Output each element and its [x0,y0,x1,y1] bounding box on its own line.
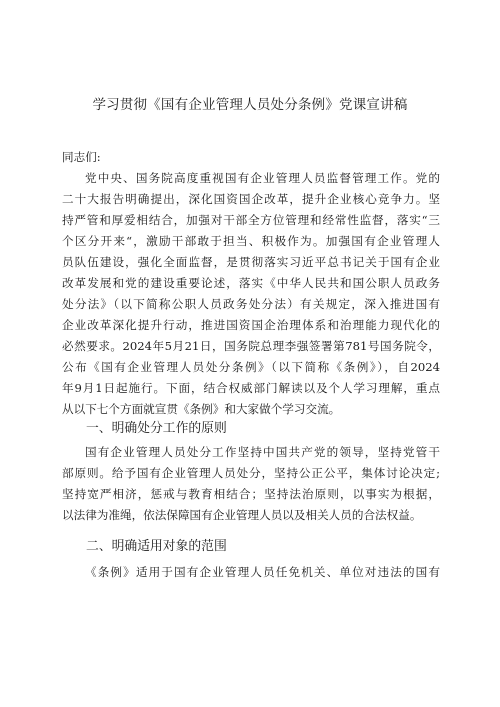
document-title: 学习贯彻《国有企业管理人员处分条例》党课宣讲稿 [92,97,408,113]
paragraph-line: 党中央、国务院高度重视国有企业管理人员监督管理工作。党的 [85,171,440,185]
paragraph-line: 企业改革深化提升行动，推进国资国企治理体系和治理能力现代化的 [62,318,440,332]
paragraph-line: 二十大报告明确提出，深化国资国企改革，提升企业核心竞争力。坚 [62,192,440,206]
paragraph-line: 国有企业管理人员处分工作坚持中国共产党的领导，坚持党管干 [85,445,440,459]
paragraph-line: 公布《国有企业管理人员处分条例》（以下简称《条例》），自2024 [62,360,440,374]
section-heading-2: 二、明确适用对象的范围 [86,539,227,554]
paragraph-line: 坚持宽严相济，惩戒与教育相结合；坚持法治原则，以事实为根据， [62,487,440,501]
paragraph-line: 以法律为准绳，依法保障国有企业管理人员以及相关人员的合法权益。 [62,508,422,522]
paragraph-line: 年9月1日起施行。下面，结合权威部门解读以及个人学习理解，重点 [62,381,440,395]
paragraph-line: 改革发展和党的建设重要论述，落实《中华人民共和国公职人员政务 [62,276,440,290]
paragraph-line: 个区分开来“，激励干部敢于担当、积极作为。加强国有企业管理人 [62,234,440,248]
paragraph-line: 必然要求。2024年5月21日，国务院总理李强签署第781号国务院令， [62,339,440,353]
section-heading-1: 一、明确处分工作的原则 [86,421,227,436]
paragraph-line: 员队伍建设，强化全面监督，是贯彻落实习近平总书记关于国有企业 [62,255,440,269]
paragraph-line: 处分法》（以下简称公职人员政务处分法）有关规定，深入推进国有 [62,297,440,311]
salutation: 同志们: [62,150,101,164]
paragraph-line: 部原则。给予国有企业管理人员处分，坚持公正公平，集体讨论决定; [62,466,440,480]
paragraph-line: 持严管和厚爱相结合，加强对干部全方位管理和经常性监督，落实“三 [62,213,440,227]
paragraph-line: 《条例》适用于国有企业管理人员任免机关、单位对违法的国有 [85,565,440,579]
paragraph-line: 从以下七个方面就宣贯《条例》和大家做个学习交流。 [62,402,341,416]
